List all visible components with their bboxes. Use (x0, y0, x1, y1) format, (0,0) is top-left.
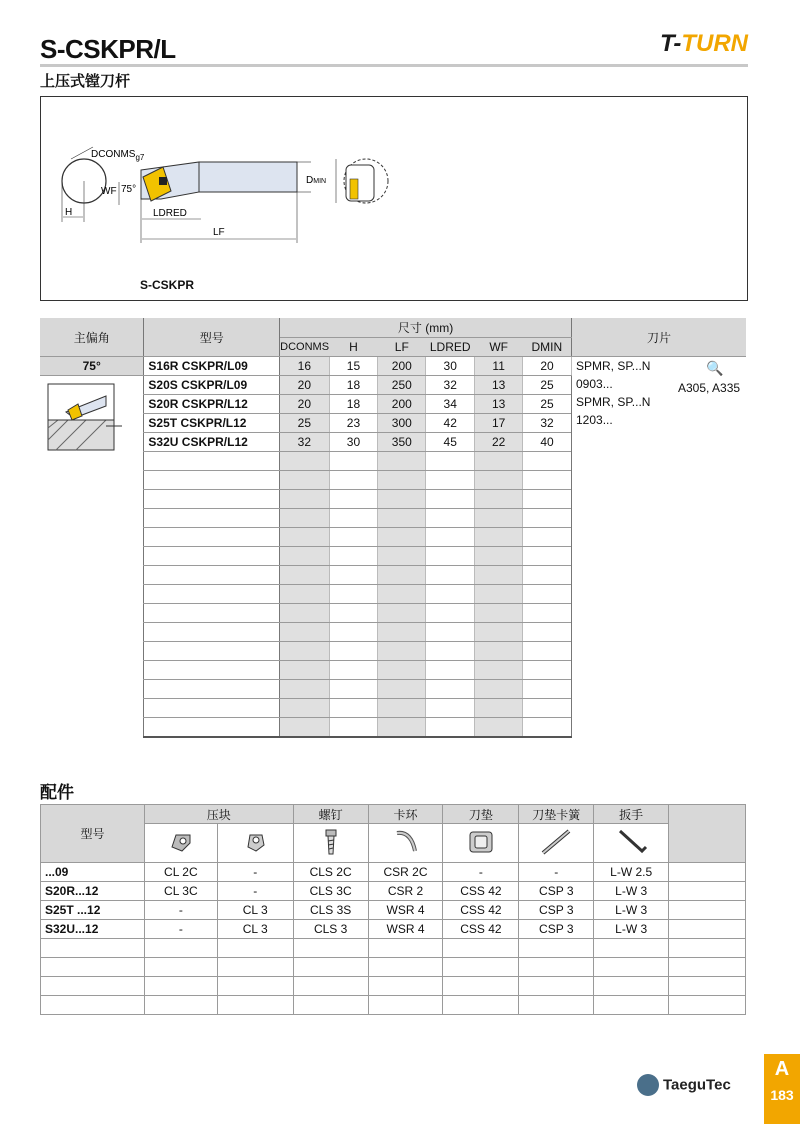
drawing-caption: S-CSKPR (140, 278, 195, 292)
dim-cell (378, 604, 426, 623)
dim-cell: 32 (280, 433, 329, 452)
acc-row (41, 901, 746, 920)
dim-cell (475, 528, 523, 547)
acc-cell: - (217, 882, 293, 901)
dim-cell (426, 604, 475, 623)
acc-cell: CSS 42 (443, 901, 519, 920)
clamp-icon (144, 824, 217, 863)
dim-cell (475, 699, 523, 718)
dim-cell (475, 547, 523, 566)
acc-cell (519, 958, 594, 977)
dim-cell (280, 547, 329, 566)
acc-col-shim: 刀垫 (443, 805, 519, 824)
model-cell (144, 604, 280, 623)
section-tab (764, 1054, 800, 1124)
acc-cell (443, 996, 519, 1015)
dim-cell: 20 (280, 395, 329, 414)
lf-label: LF (213, 227, 225, 238)
dim-cell: 20 (280, 376, 329, 395)
acc-cell (594, 939, 669, 958)
dim-cell (523, 528, 572, 547)
dim-cell (329, 642, 378, 661)
title-rule (40, 64, 748, 67)
acc-cell (669, 920, 746, 939)
dim-cell (523, 490, 572, 509)
dim-cell: 350 (378, 433, 426, 452)
acc-cell (217, 977, 293, 996)
acc-row (41, 920, 746, 939)
acc-cell (293, 939, 368, 958)
accessories-table (40, 804, 746, 1015)
acc-cell: CLS 3S (293, 901, 368, 920)
acc-cell (594, 977, 669, 996)
dim-cell (426, 528, 475, 547)
acc-cell (519, 939, 594, 958)
dim-header: DMIN (523, 338, 572, 357)
dim-cell: 32 (426, 376, 475, 395)
acc-cell: - (443, 863, 519, 882)
acc-row (41, 977, 746, 996)
acc-cell: CSS 42 (443, 882, 519, 901)
dim-cell (329, 566, 378, 585)
dim-header: DCONMS (280, 338, 329, 357)
acc-cell (594, 996, 669, 1015)
insert-cell (572, 357, 747, 738)
page-subtitle: 上压式镗刀杆 (40, 73, 131, 90)
acc-cell: CSP 3 (519, 901, 594, 920)
dim-cell (329, 699, 378, 718)
acc-row (41, 882, 746, 901)
dim-cell (378, 623, 426, 642)
dim-cell (280, 452, 329, 471)
dim-cell (523, 623, 572, 642)
dim-cell: 25 (523, 376, 572, 395)
col-model: 型号 (144, 318, 280, 357)
dim-cell: 30 (329, 433, 378, 452)
page-number: 183 (770, 1087, 794, 1103)
acc-cell: - (519, 863, 594, 882)
dim-cell (426, 642, 475, 661)
acc-cell (669, 939, 746, 958)
dim-cell (523, 604, 572, 623)
dim-cell (280, 490, 329, 509)
acc-cell: CL 2C (144, 863, 217, 882)
acc-cell: WSR 4 (368, 920, 443, 939)
dim-cell (329, 528, 378, 547)
dim-cell (523, 566, 572, 585)
dim-cell (378, 471, 426, 490)
dim-cell: 16 (280, 357, 329, 376)
model-cell (144, 566, 280, 585)
insert-group2-line2: 1203... (576, 413, 613, 427)
dim-cell (329, 471, 378, 490)
model-cell (144, 471, 280, 490)
dim-cell: 13 (475, 395, 523, 414)
acc-cell: CLS 3C (293, 882, 368, 901)
model-cell (144, 680, 280, 699)
model-cell (144, 699, 280, 718)
acc-cell (669, 882, 746, 901)
dim-cell (378, 680, 426, 699)
acc-cell (669, 901, 746, 920)
dim-cell (426, 623, 475, 642)
dim-cell: 300 (378, 414, 426, 433)
acc-cell: L-W 3 (594, 901, 669, 920)
dim-header: LDRED (426, 338, 475, 357)
dim-cell (426, 547, 475, 566)
dim-header: LF (378, 338, 426, 357)
acc-col-wrench: 扳手 (594, 805, 669, 824)
model-cell: S32U CSKPR/L12 (144, 433, 280, 452)
dim-cell (280, 661, 329, 680)
acc-cell (368, 996, 443, 1015)
acc-model-cell (41, 939, 145, 958)
acc-col-screw: 螺钉 (293, 805, 368, 824)
acc-cell (368, 958, 443, 977)
insert-ref: A305, A335 (678, 381, 741, 395)
shim-icon (443, 824, 519, 863)
dim-cell (426, 680, 475, 699)
acc-cell: L-W 3 (594, 882, 669, 901)
dim-cell (426, 509, 475, 528)
dim-cell: 30 (426, 357, 475, 376)
dim-cell (280, 585, 329, 604)
col-dims: 尺寸 (mm) (280, 318, 572, 338)
model-cell (144, 547, 280, 566)
dim-cell (523, 699, 572, 718)
acc-cell (594, 958, 669, 977)
acc-cell: WSR 4 (368, 901, 443, 920)
acc-cell (217, 996, 293, 1015)
dim-cell (475, 509, 523, 528)
table-row (40, 357, 746, 376)
dim-cell (426, 452, 475, 471)
acc-col-shim-pin: 刀垫卡簧 (519, 805, 594, 824)
dim-cell (475, 623, 523, 642)
page-title: S-CSKPR/L (40, 34, 176, 64)
acc-row (41, 863, 746, 882)
dim-cell (378, 490, 426, 509)
acc-cell (217, 939, 293, 958)
dim-cell (475, 471, 523, 490)
acc-cell (519, 996, 594, 1015)
dim-cell (475, 718, 523, 738)
acc-cell: CSR 2C (368, 863, 443, 882)
model-cell (144, 509, 280, 528)
acc-cell: L-W 2.5 (594, 863, 669, 882)
dim-cell (329, 585, 378, 604)
dim-cell (475, 642, 523, 661)
dim-cell (475, 452, 523, 471)
dconms-label: $DCONMS_{g7}$ (91, 149, 145, 162)
dim-cell (426, 490, 475, 509)
screw-icon (293, 824, 368, 863)
acc-cell: CL 3 (217, 920, 293, 939)
dim-cell: 200 (378, 357, 426, 376)
dim-cell: 17 (475, 414, 523, 433)
acc-cell (669, 863, 746, 882)
dim-cell (378, 509, 426, 528)
accessories-title: 配件 (40, 783, 74, 802)
acc-model-cell: S25T ...12 (41, 901, 145, 920)
dim-cell (280, 623, 329, 642)
dim-cell: 20 (523, 357, 572, 376)
acc-col-model: 型号 (41, 805, 145, 863)
acc-cell: CL 3C (144, 882, 217, 901)
acc-cell (144, 958, 217, 977)
acc-cell (443, 977, 519, 996)
acc-cell (217, 958, 293, 977)
dim-cell (426, 718, 475, 738)
dim-cell (523, 471, 572, 490)
acc-col-empty (669, 805, 746, 863)
dim-cell: 18 (329, 376, 378, 395)
dim-cell (523, 509, 572, 528)
acc-cell: CSS 42 (443, 920, 519, 939)
dim-cell: 45 (426, 433, 475, 452)
dim-cell: 23 (329, 414, 378, 433)
dim-cell (475, 490, 523, 509)
acc-cell (368, 939, 443, 958)
acc-cell (293, 958, 368, 977)
acc-model-cell: ...09 (41, 863, 145, 882)
model-cell (144, 490, 280, 509)
dim-cell (329, 680, 378, 699)
dim-cell (280, 528, 329, 547)
acc-cell (293, 977, 368, 996)
insert-group2-line1: SPMR, SP...N (576, 395, 651, 409)
acc-row (41, 939, 746, 958)
dim-cell (523, 661, 572, 680)
dim-header: WF (475, 338, 523, 357)
acc-cell (669, 996, 746, 1015)
dim-cell (523, 642, 572, 661)
dim-cell (523, 547, 572, 566)
dim-cell: 15 (329, 357, 378, 376)
clamp-icon (217, 824, 293, 863)
acc-model-cell: S32U...12 (41, 920, 145, 939)
dim-cell: 42 (426, 414, 475, 433)
dim-cell: 18 (329, 395, 378, 414)
clip-icon (368, 824, 443, 863)
dim-cell: 25 (280, 414, 329, 433)
dim-cell (426, 471, 475, 490)
dim-cell: 40 (523, 433, 572, 452)
dim-cell (280, 566, 329, 585)
dim-cell (329, 490, 378, 509)
dim-cell: 34 (426, 395, 475, 414)
dim-cell (329, 452, 378, 471)
model-cell (144, 528, 280, 547)
dim-cell (426, 661, 475, 680)
tool-drawing-box (40, 96, 748, 301)
col-insert: 刀片 (572, 318, 747, 357)
logo-icon (637, 1074, 659, 1096)
wf-label: WF (101, 186, 117, 197)
acc-model-cell (41, 996, 145, 1015)
acc-cell (443, 958, 519, 977)
model-cell: S20R CSKPR/L12 (144, 395, 280, 414)
acc-cell (293, 996, 368, 1015)
dim-cell (280, 509, 329, 528)
model-cell (144, 661, 280, 680)
dim-cell (280, 718, 329, 738)
acc-cell (144, 939, 217, 958)
acc-col-clip: 卡环 (368, 805, 443, 824)
acc-cell (669, 977, 746, 996)
model-cell: S20S CSKPR/L09 (144, 376, 280, 395)
dim-cell (329, 604, 378, 623)
dim-cell (378, 528, 426, 547)
acc-cell: CL 3 (217, 901, 293, 920)
acc-cell: CLS 3 (293, 920, 368, 939)
acc-cell (144, 996, 217, 1015)
model-cell (144, 585, 280, 604)
acc-model-cell (41, 977, 145, 996)
acc-model-cell (41, 958, 145, 977)
dim-cell (426, 566, 475, 585)
dim-cell: 250 (378, 376, 426, 395)
acc-cell (144, 977, 217, 996)
brand-logo: T-TURN (660, 30, 748, 57)
dim-header: H (329, 338, 378, 357)
insert-group1-line1: SPMR, SP...N (576, 359, 651, 373)
shim-pin-icon (519, 824, 594, 863)
dim-cell (378, 642, 426, 661)
acc-model-cell: S20R...12 (41, 882, 145, 901)
dim-cell (378, 585, 426, 604)
dim-cell (523, 452, 572, 471)
insert-magnifier-icon: 🔍 (706, 360, 724, 376)
acc-col-clamp: 压块 (144, 805, 293, 824)
dim-cell (378, 718, 426, 738)
acc-cell: CSR 2 (368, 882, 443, 901)
acc-cell: - (217, 863, 293, 882)
dim-cell: 22 (475, 433, 523, 452)
angle-value: 75° (40, 357, 144, 376)
dim-cell (280, 604, 329, 623)
angle-label: 75° (121, 184, 137, 195)
ldred-label: LDRED (153, 208, 187, 219)
tool-drawing (41, 97, 747, 300)
acc-cell (519, 977, 594, 996)
dim-cell (329, 718, 378, 738)
dim-cell (378, 699, 426, 718)
acc-cell: - (144, 901, 217, 920)
dim-cell (280, 471, 329, 490)
dim-cell (280, 642, 329, 661)
dim-cell (475, 566, 523, 585)
acc-cell: CSP 3 (519, 920, 594, 939)
dim-cell (523, 680, 572, 699)
dim-cell (475, 604, 523, 623)
spec-table (40, 318, 746, 738)
dim-cell: 11 (475, 357, 523, 376)
acc-cell (669, 958, 746, 977)
dim-cell (280, 680, 329, 699)
dim-cell (378, 452, 426, 471)
dim-cell: 200 (378, 395, 426, 414)
model-cell (144, 718, 280, 738)
dmin-label: DMIN (306, 175, 327, 186)
h-label: H (65, 207, 73, 218)
wrench-icon (594, 824, 669, 863)
dim-cell (329, 661, 378, 680)
dim-cell (523, 585, 572, 604)
dim-cell (378, 661, 426, 680)
model-cell: S25T CSKPR/L12 (144, 414, 280, 433)
taegutec-logo: TaeguTec (637, 1074, 731, 1096)
acc-row (41, 996, 746, 1015)
dim-cell (426, 699, 475, 718)
dim-cell: 13 (475, 376, 523, 395)
dim-cell (329, 623, 378, 642)
model-cell (144, 623, 280, 642)
col-angle: 主偏角 (40, 318, 144, 357)
dim-cell (426, 585, 475, 604)
dim-cell (475, 585, 523, 604)
insert-group1-line2: 0903... (576, 377, 613, 391)
acc-cell: L-W 3 (594, 920, 669, 939)
acc-cell: CSP 3 (519, 882, 594, 901)
dim-cell (475, 661, 523, 680)
dim-cell (329, 547, 378, 566)
acc-cell (443, 939, 519, 958)
section-letter: A (774, 1058, 790, 1080)
dim-cell (378, 566, 426, 585)
dim-cell: 32 (523, 414, 572, 433)
dim-cell (475, 680, 523, 699)
dim-cell (378, 547, 426, 566)
dim-cell (280, 699, 329, 718)
acc-cell (368, 977, 443, 996)
model-cell (144, 452, 280, 471)
acc-row (41, 958, 746, 977)
dim-cell (523, 718, 572, 738)
angle-diagram (40, 376, 144, 738)
acc-cell: CLS 2C (293, 863, 368, 882)
acc-cell: - (144, 920, 217, 939)
model-cell: S16R CSKPR/L09 (144, 357, 280, 376)
dim-cell: 25 (523, 395, 572, 414)
dim-cell (329, 509, 378, 528)
model-cell (144, 642, 280, 661)
